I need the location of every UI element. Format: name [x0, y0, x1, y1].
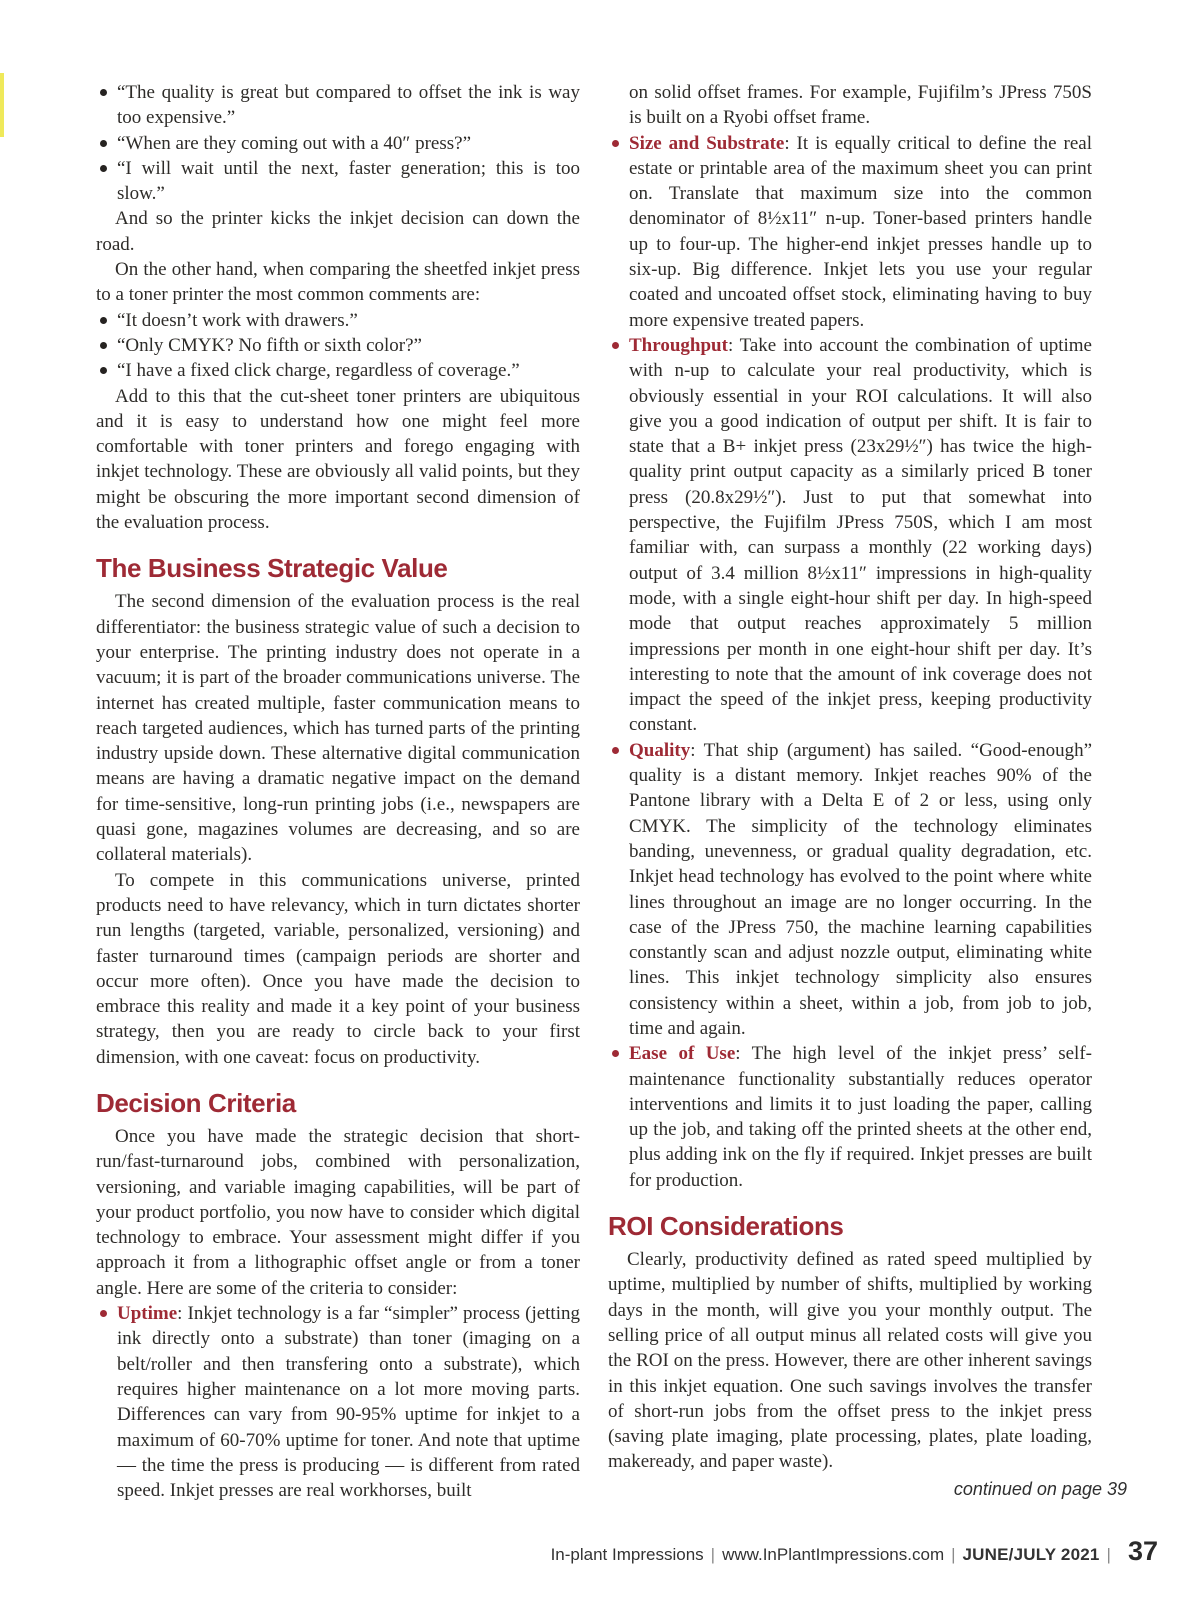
criterion-text: : That ship (argument) has sailed. “Good-enough” quality is a distant memory. Inkjet reaches 90% of the Pantone library with a Delta E of 2 or less, using only CMYK. The simplicity of the technology eliminates banding, unevenness, or gradual quality degradation, etc. Inkjet head technology has evolved to the point where white lines throughout an image are no longer occurring. In the case of the JPress 750, the machine learning capabilities constantly scan and adjust nozzle output, eliminating white lines. This inkjet technology simplicity also ensures consistency within a sheet, within a job, from job to job, time and again. — [629, 739, 1092, 1039]
criterion-label: Throughput — [629, 334, 728, 356]
body-paragraph: On the other hand, when comparing the sheetfed inkjet press to a toner printer the most common comments are: — [96, 259, 580, 306]
page-number: 37 — [1127, 1536, 1158, 1566]
quote-bullet-item: “It doesn’t work with drawers.” — [96, 308, 580, 333]
footer-separator: | — [710, 1545, 716, 1564]
criterion-label: Uptime — [117, 1303, 178, 1325]
quote-bullet-item: “I have a fixed click charge, regardless of coverage.” — [96, 358, 580, 383]
left-column — [96, 80, 580, 1503]
criterion-text: : It is equally critical to define the real estate or printable area of the maximum sheet you can print on. Translate that maximum size into the common denominator of 8½x11″ n-up. Toner-based printers handle up to four-up. The higher-end inkjet presses handle up to six-up. Big difference. Inkjet lets you use your regular coated and uncoated offset stock, eliminating having to buy more expensive treated papers. — [629, 132, 1092, 331]
article-columns — [96, 80, 1127, 1503]
section-heading: Decision Criteria — [96, 1087, 296, 1118]
criterion-text: : The high level of the inkjet press’ self-maintenance functionality substantially reduces operator interventions and limits it to just loading the paper, calling up the job, and taking off the printed sheets at the other end, plus adding ink on the fly if required. Inkjet presses are built for production. — [629, 1043, 1092, 1191]
quote-bullet-list — [96, 80, 580, 206]
criterion-item — [608, 1041, 1092, 1193]
footer-separator: | — [951, 1545, 956, 1564]
body-paragraph: Clearly, productivity defined as rated speed multiplied by uptime, multiplied by number of shifts, multiplied by working days in the month, will give you your monthly output. The selling price of all output minus all related costs will give you the ROI on the press. However, there are other inherent savings in this inkjet equation. One such savings involves the transfer of short-run jobs from the offset press to the inkjet press (saving plate imaging, plate processing, plates, plate loading, makeready, and paper waste). — [608, 1249, 1092, 1473]
criterion-label: Ease of Use — [629, 1043, 736, 1065]
criterion-item — [96, 1301, 580, 1503]
quote-bullet-item: “Only CMYK? No fifth or sixth color?” — [96, 333, 580, 358]
highlight-bar — [0, 73, 4, 137]
criterion-label: Size and Substrate — [629, 132, 785, 154]
continued-note: continued on page 39 — [953, 1478, 1127, 1499]
section-heading: ROI Considerations — [608, 1211, 844, 1242]
body-paragraph: To compete in this communications universe, printed products need to have relevancy, which in turn dictates shorter run lengths (targeted, variable, personalized, versioning) and faster turnaround times (campaign periods are shorter and occur more often). Once you have made the decision to embrace this reality and made it a key point of your business strategy, then you are ready to circle back to your first dimension, with one caveat: focus on productivity. — [96, 869, 580, 1068]
quote-bullet-list — [96, 308, 580, 384]
criterion-item — [608, 333, 1092, 738]
page-footer — [551, 1536, 1158, 1567]
criterion-text: : Inkjet technology is a far “simpler” process (jetting ink directly onto a substrate) than toner (imaging on a belt/roller and then transfering onto a substrate), which requires higher maintenance on a lot more moving parts. Differences can vary from 90-95% uptime for inkjet to a maximum of 60-70% uptime for toner. And note that uptime — the time the press is producing — is different from rated speed. Inkjet presses are real workhorses, built — [117, 1303, 580, 1502]
quote-bullet-item: “When are they coming out with a 40″ press?” — [96, 131, 580, 156]
body-paragraph: Once you have made the strategic decision that short-run/fast-turnaround jobs, combined with personalization, versioning, and variable imaging capabilities, will be part of your product portfolio, you now have to consider which digital technology to embrace. Your assessment might differ if you approach it from a lithographic offset angle or from a toner angle. Here are some of the criteria to consider: — [96, 1125, 580, 1299]
criterion-label: Quality — [629, 739, 691, 761]
criterion-item — [608, 131, 1092, 333]
footer-issue: JUNE/JULY 2021 — [962, 1545, 1100, 1564]
body-paragraph: Add to this that the cut-sheet toner printers are ubiquitous and it is easy to understand how one might feel more comfortable with toner printers and forego engaging with inkjet technology. These are obviously all valid points, but they might be obscuring the more important second dimension of the evaluation process. — [96, 385, 580, 534]
footer-website: www.InPlantImpressions.com — [722, 1545, 945, 1564]
criterion-continuation: on solid offset frames. For example, Fujifilm’s JPress 750S is built on a Ryobi offset frame. — [629, 82, 1092, 129]
body-paragraph: And so the printer kicks the inkjet decision can down the road. — [96, 208, 580, 255]
body-paragraph: The second dimension of the evaluation process is the real differentiator: the business strategic value of such a decision to your enterprise. The printing industry does not operate in a vacuum; it is part of the broader communications universe. The internet has created multiple, faster communication means to reach targeted audiences, which has turned parts of the printing industry upside down. These alternative digital communication means are having a dramatic negative impact on the demand for time-sensitive, long-run printing jobs (i.e., newspapers are quasi gone, magazines volumes are decreasing, and so are collateral materials). — [96, 591, 580, 866]
criterion-text: : Take into account the combination of uptime with n-up to calculate your real productivity, which is obviously essential in your ROI calculations. It will also give you a good indication of output per shift. It is fair to state that a B+ inkjet press (23x29½″) has twice the high-quality print output capacity as a similarly priced B toner press (20.8x29½″). Just to put that somewhat into perspective, the Fujifilm JPress 750S, which I am most familiar with, can surpass a monthly (22 working days) output of 3.4 million 8½x11″ impressions in high-quality mode, with a single eight-hour shift per day. In high-speed mode that output reaches approximately 5 million impressions per month in one eight-hour shift per day. It’s interesting to note that the amount of ink coverage does not impact the speed of the inkjet press, keeping productivity constant. — [629, 334, 1092, 736]
right-column — [608, 80, 1127, 1503]
footer-separator: | — [1106, 1545, 1111, 1564]
criterion-item — [608, 738, 1092, 1042]
quote-bullet-item: “The quality is great but compared to offset the ink is way too expensive.” — [96, 80, 580, 131]
footer-publication: In-plant Impressions — [550, 1545, 704, 1564]
section-heading: The Business Strategic Value — [96, 553, 448, 584]
quote-bullet-item: “I will wait until the next, faster generation; this is too slow.” — [96, 156, 580, 207]
